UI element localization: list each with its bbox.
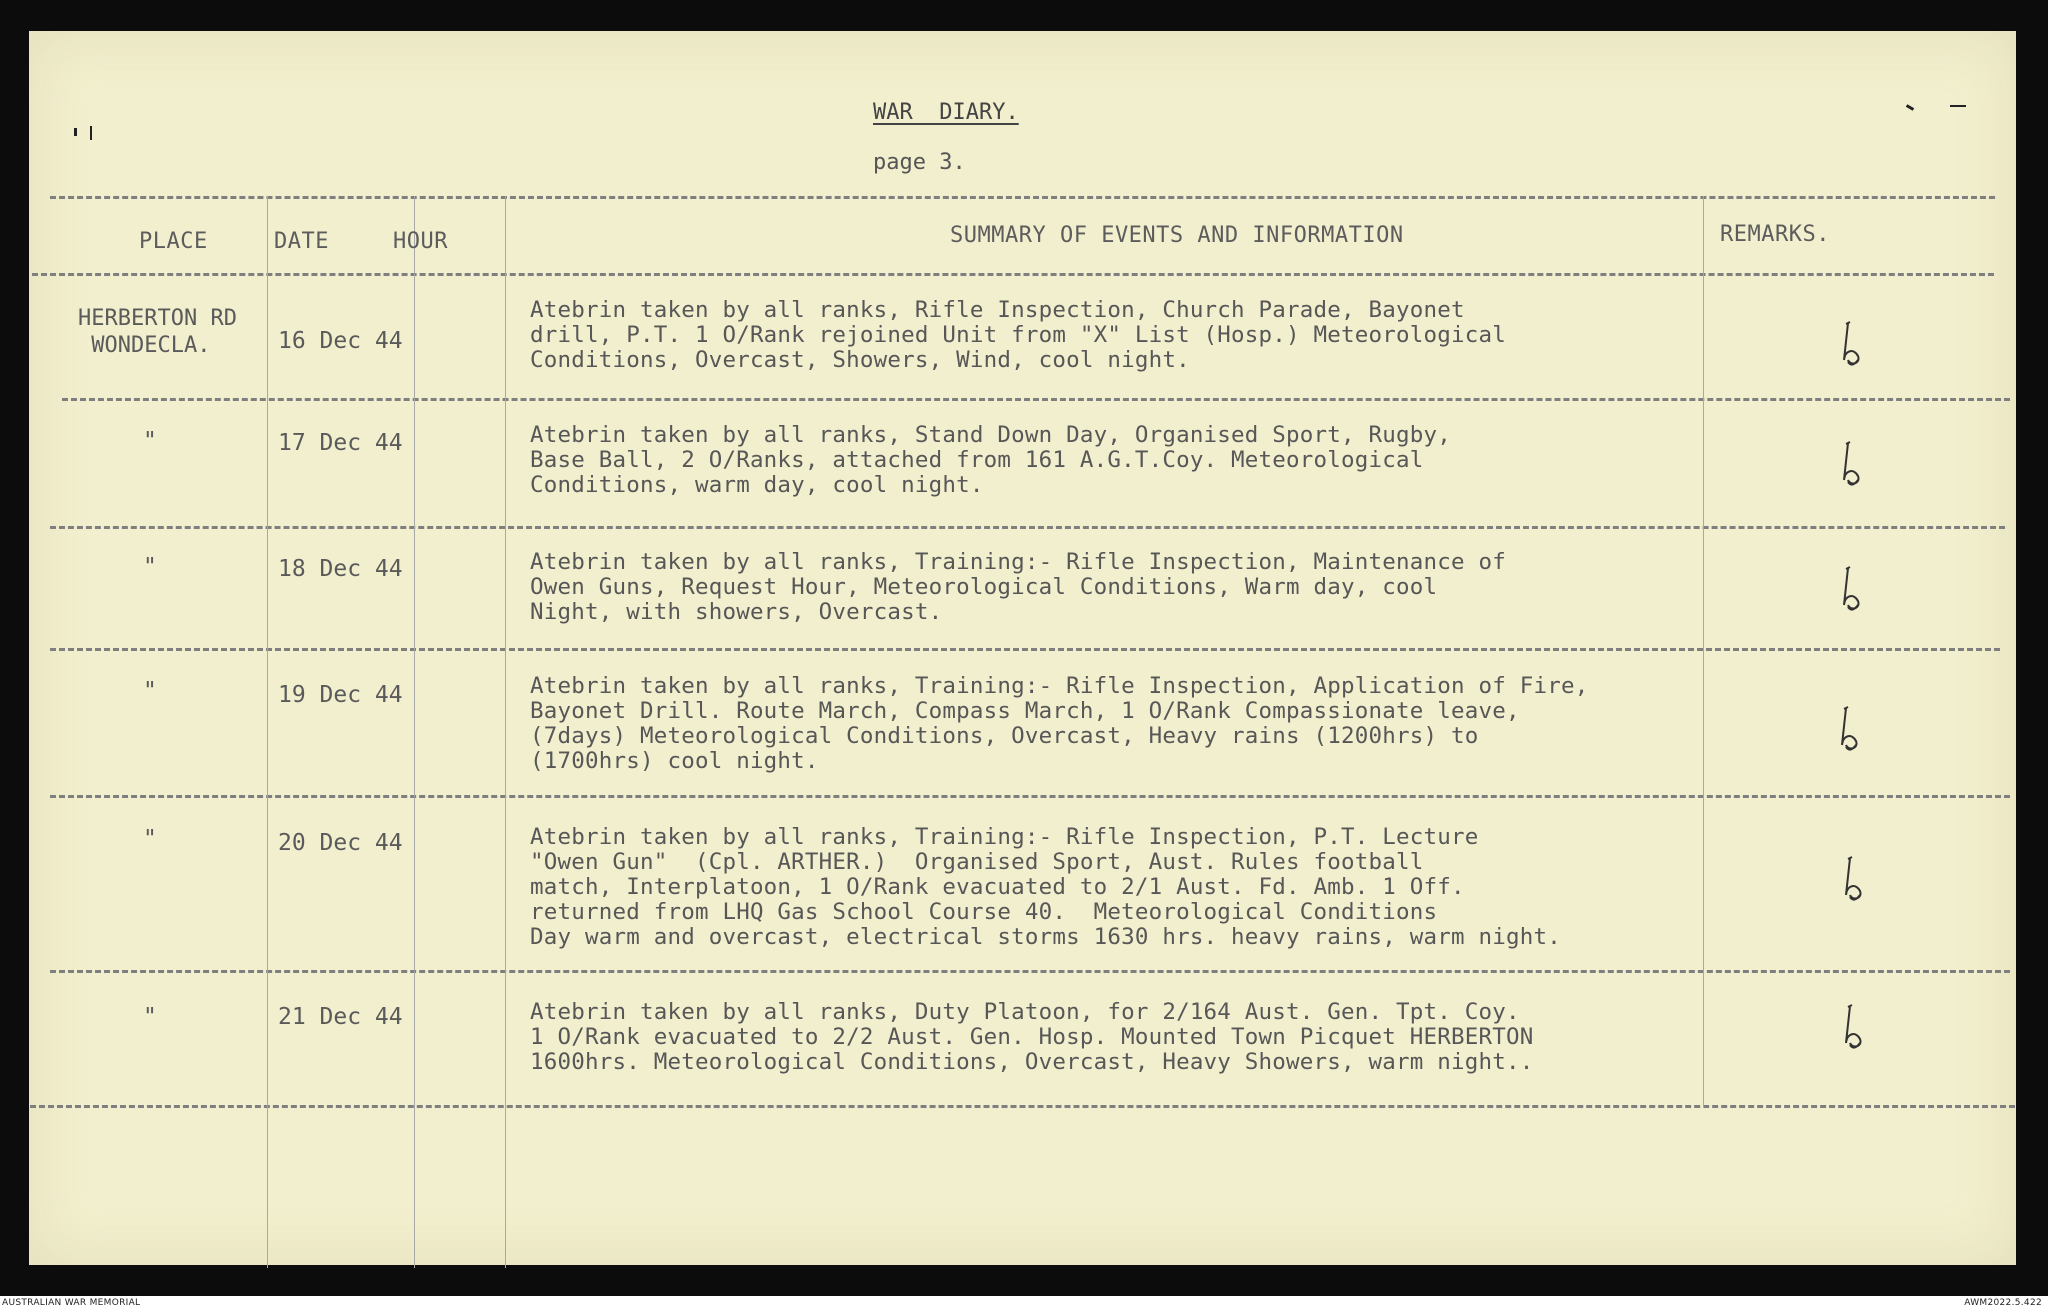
row-place: " [143,1004,157,1030]
row-date: 19 Dec 44 [278,682,403,708]
footer-institution: AUSTRALIAN WAR MEMORIAL [2,1298,141,1308]
row-date: 17 Dec 44 [278,430,403,456]
column-rule [1703,196,1704,1108]
header-date: DATE [274,229,329,254]
page-number: page 3. [873,150,966,175]
header-hour: HOUR [393,229,448,254]
row-summary: Atebrin taken by all ranks, Rifle Inspection, Church Parade, Bayonet drill, P.T. 1 O/Rank rejoined Unit from "X" List (Hosp.) Meteorological Conditions, Overcast, Showers, Wind, cool night. [530,297,1506,373]
row-date: 21 Dec 44 [278,1004,403,1030]
row-date: 16 Dec 44 [278,328,403,354]
remarks-initials-icon [1838,1003,1868,1059]
header-summary: SUMMARY OF EVENTS AND INFORMATION [950,223,1404,248]
paper-mark [90,126,92,140]
remarks-initials-icon [1838,855,1868,911]
table-rule [30,1105,2015,1108]
table-rule [50,526,2005,529]
row-summary: Atebrin taken by all ranks, Duty Platoon, for 2/164 Aust. Gen. Tpt. Coy. 1 O/Rank evacuated to 2/2 Aust. Gen. Hosp. Mounted Town Picquet HERBERTON 1600hrs. Meteorological Conditions, Overcast, Heavy Showers, warm night.. [530,999,1534,1075]
row-summary: Atebrin taken by all ranks, Training:- Rifle Inspection, Maintenance of Owen Guns, Request Hour, Meteorological Conditions, Warm day, cool Night, with showers, Overcast. [530,549,1506,625]
column-rule [267,196,268,1268]
table-rule [50,648,2000,651]
row-place: " [143,678,157,704]
footer-accession-number: AWM2022.5.422 [1964,1298,2042,1308]
table-rule [32,273,1994,276]
paper-mark [74,128,77,136]
row-place: " [143,428,157,454]
remarks-initials-icon [1836,320,1866,376]
header-place: PLACE [139,229,208,254]
paper-mark [1950,105,1966,107]
row-summary: Atebrin taken by all ranks, Training:- Rifle Inspection, Application of Fire, Bayonet Drill. Route March, Compass March, 1 O/Rank Compassionate leave, (7days) Meteorological Conditions, Overcast, Heavy rains (1200hrs) to (1700hrs) cool night. [530,673,1589,774]
table-rule [50,795,2010,798]
table-rule [62,398,2010,401]
row-date: 18 Dec 44 [278,556,403,582]
column-rule [414,196,415,1268]
row-summary: Atebrin taken by all ranks, Training:- Rifle Inspection, P.T. Lecture "Owen Gun" (Cpl. ARTHER.) Organised Sport, Aust. Rules football match, Interplatoon, 1 O/Rank evacuated to 2/1 Aust. Fd. Amb. 1 Off. returned from LHQ Gas School Course 40. Meteorological Conditions Day warm and overcast, electrical storms 1630 hrs. heavy rains, warm night. [530,824,1561,950]
remarks-initials-icon [1836,565,1866,621]
column-rule [505,196,506,1268]
remarks-initials-icon [1836,440,1866,496]
row-summary: Atebrin taken by all ranks, Stand Down Day, Organised Sport, Rugby, Base Ball, 2 O/Ranks, attached from 161 A.G.T.Coy. Meteorological Conditions, warm day, cool night. [530,422,1451,498]
row-date: 20 Dec 44 [278,830,403,856]
header-remarks: REMARKS. [1720,222,1830,247]
row-place: HERBERTON RD WONDECLA. [78,306,237,358]
document-title: WAR DIARY. [873,100,1019,125]
remarks-initials-icon [1834,705,1864,761]
row-place: " [143,826,157,852]
table-rule [50,970,2010,973]
row-place: " [143,554,157,580]
